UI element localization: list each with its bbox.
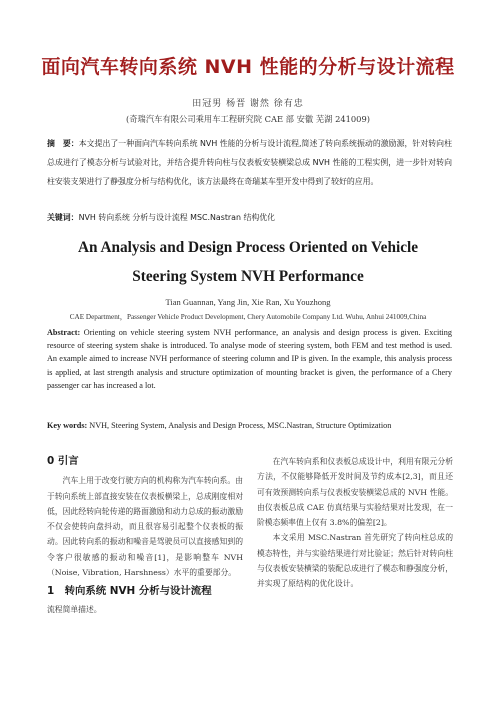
english-title-line-1: An Analysis and Design Process Oriented on Vehicle: [77, 239, 419, 256]
right-paragraph-2: 本文采用 MSC.Nastran 首先研究了转向柱总成的模态特性，并与实验结果进行对比验证；然后针对转向柱与仪表板安装横梁的装配总成进行了模态和静强度分析，并实现了原结构的优化设计。: [257, 533, 453, 589]
section-1-paragraph: 流程简单描述。: [47, 604, 102, 614]
section-0-paragraph: 汽车上用于改变行驶方向的机构称为汽车转向系。由于转向系统上部直接安装在仪表板横梁上，总成刚度相对低，因此经转向轮传递的路面激励和动力总成的振动激励不仅会使转向盘抖动，而且很容易引起整个仪表板的振动。因此转向系的振动和噪音是驾驶员可以直接感知到的令客户很敏感的振动和噪音[1]，是影响整车 NVH（Noise, Vibration, Harshness）水平的重要部分。: [47, 476, 243, 578]
section-1-heading: 1 转向系统 NVH 分析与设计流程: [47, 585, 212, 598]
chinese-abstract-label: 摘 要：: [47, 139, 79, 148]
chinese-abstract: [47, 134, 452, 191]
chinese-keywords-label: 关键词：: [47, 213, 79, 222]
chinese-affiliation: (奇瑞汽车有限公司乘用车工程研究院 CAE 部 安徽 芜湖 241009): [126, 114, 370, 124]
english-keywords-label: Key words:: [47, 421, 88, 430]
right-paragraph-1: 在汽车转向系和仪表板总成设计中，利用有限元分析方法，不仅能够降低开发时间及节约成本[2,3]，而且还可有效预测转向系与仪表板安装横梁总成的 NVH 性能。由仪表板总成 CAE 仿真结果与实验结果对比发现，在一阶模态频率值上仅有 3.8%的偏差[2]。: [257, 457, 453, 528]
english-abstract-text: Orienting on vehicle steering system NVH performance, an analysis and design process is given. Exciting resource of steering system shake is introduced. To analyse mode of steering system, both FEM and test method is used. An example aimed to increase NVH performance of steering column and IP is given. In the example, this analysis process is applied, at last strength analysis and structure optimization of mounting bracket is given, the performance of a Chery passenger car has increased a lot.: [47, 328, 452, 390]
section-0-heading: 0 引言: [47, 455, 79, 467]
chinese-keywords-text: NVH 转向系统 分析与设计流程 MSC.Nastran 结构优化: [78, 213, 276, 222]
chinese-abstract-text: 本文提出了一种面向汽车转向系统 NVH 性能的分析与设计流程,简述了转向系统振动的激励源，针对转向柱总成进行了模态分析与试验对比，并结合提升转向柱与仪表板安装横梁总成 NVH 性能的工程实例，进一步针对转向柱安装支架进行了静强度分析与结构优化，该方法最终在奇瑞某车型开发中得到了较好的应用。: [47, 139, 452, 186]
english-authors: Tian Guannan, Yang Jin, Xie Ran, Xu Youzhong: [165, 297, 331, 307]
left-column: [47, 454, 243, 617]
chinese-authors: 田冠男 杨晋 谢然 徐有忠: [192, 99, 304, 109]
english-keywords-text: NVH, Steering System, Analysis and Design Process, MSC.Nastran, Structure Optimization: [89, 421, 392, 430]
english-abstract: [47, 326, 452, 392]
english-affiliation: CAE Department，Passenger Vehicle Product Development, Chery Automobile Company Ltd. Wuhu, Anhui 241009,China: [69, 313, 427, 321]
chinese-keywords: [47, 212, 452, 223]
english-abstract-label: Abstract:: [47, 328, 81, 337]
chinese-title: 面向汽车转向系统 NVH 性能的分析与设计流程: [41, 56, 455, 78]
right-column: [257, 454, 453, 592]
english-keywords: [47, 421, 452, 430]
english-title-line-2: Steering System NVH Performance: [132, 268, 364, 285]
